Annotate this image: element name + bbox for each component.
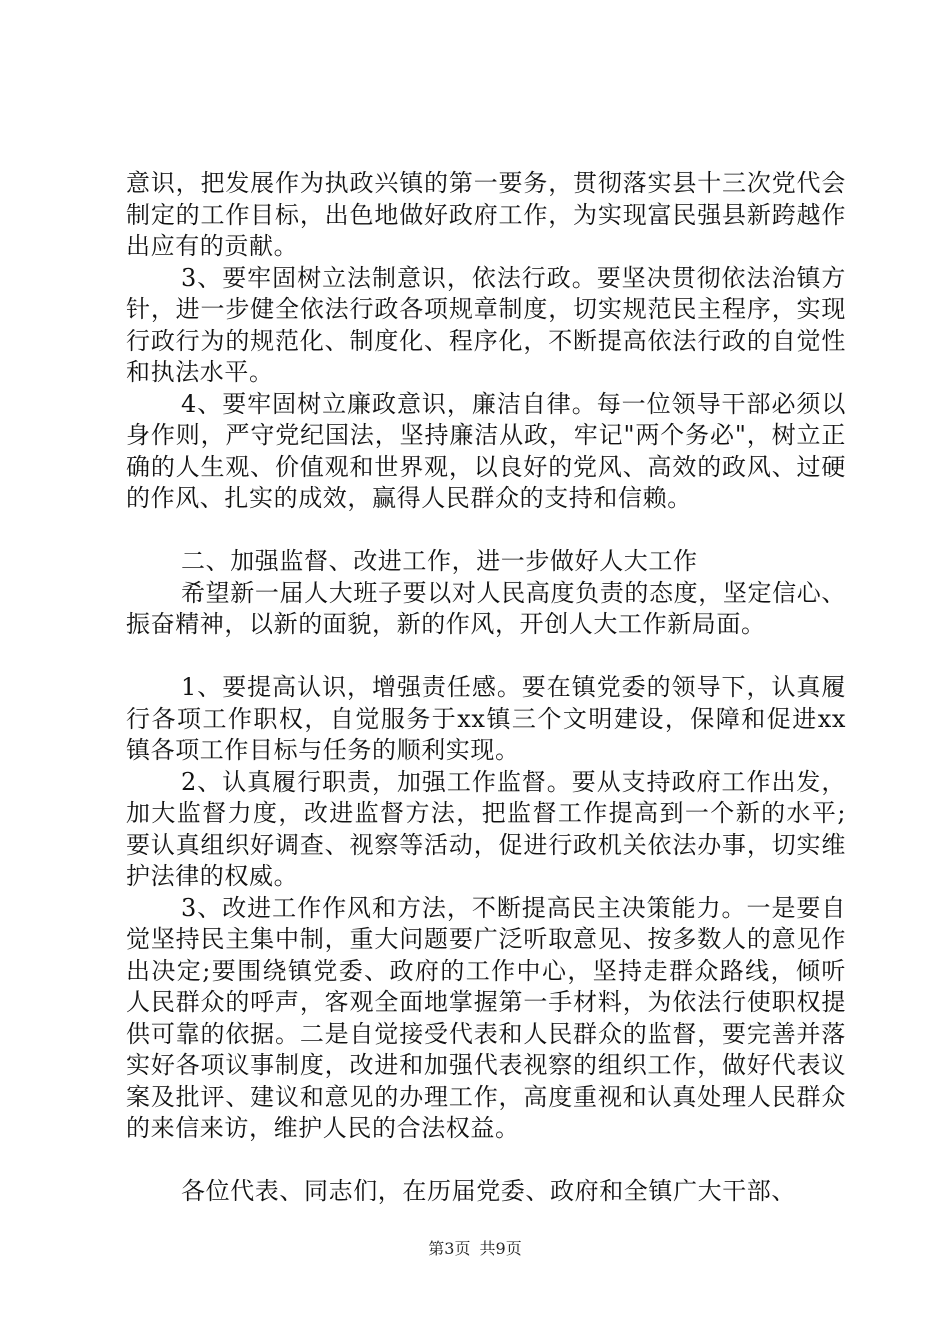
paragraph-item-3-style: 3、改进工作作风和方法，不断提高民主决策能力。一是要自觉坚持民主集中制，重大问题要广泛听取意见、按多数人的意见作出决定;要围绕镇党委、政府的工作中心，坚持走群众路线，倾听人民群众的呼声，客观全面地掌握第一手材料，为依法行使职权提供可靠的依据。二是自觉接受代表和人民群众的监督，要完善并落实好各项议事制度，改进和加强代表视察的组织工作，做好代表议案及批评、建议和意见的办理工作，高度重视和认真处理人民群众的来信来访，维护人民的合法权益。 <box>126 893 846 1142</box>
page-total: 共9页 <box>479 1239 522 1258</box>
page-number: 第3页 <box>428 1239 471 1258</box>
paragraph-closing: 各位代表、同志们，在历届党委、政府和全镇广大干部、 <box>181 1177 796 1205</box>
paragraph-continuation: 意识，把发展作为执政兴镇的第一要务，贯彻落实县十三次党代会制定的工作目标，出色地做好政府工作，为实现富民强县新跨越作出应有的贡献。 <box>126 169 846 260</box>
paragraph-section-2-intro: 希望新一届人大班子要以对人民高度负责的态度，坚定信心、振奋精神，以新的面貌，新的作风，开创人大工作新局面。 <box>126 578 846 638</box>
paragraph-item-1-awareness: 1、要提高认识，增强责任感。要在镇党委的领导下，认真履行各项工作职权，自觉服务于xx镇三个文明建设，保障和促进xx镇各项工作目标与任务的顺利实现。 <box>126 673 846 764</box>
paragraph-item-4-integrity: 4、要牢固树立廉政意识，廉洁自律。每一位领导干部必须以身作则，严守党纪国法，坚持廉洁从政，牢记"两个务必"，树立正确的人生观、价值观和世界观，以良好的党风、高效的政风、过硬的作风、扎实的成效，赢得人民群众的支持和信赖。 <box>126 389 846 512</box>
section-heading-2: 二、加强监督、改进工作，进一步做好人大工作 <box>181 547 698 575</box>
paragraph-item-2-supervision: 2、认真履行职责，加强工作监督。要从支持政府工作出发，加大监督力度，改进监督方法，把监督工作提高到一个新的水平;要认真组织好调查、视察等活动，促进行政机关依法办事，切实维护法律的权威。 <box>126 767 846 890</box>
body-text <box>126 168 846 1208</box>
paragraph-item-3-legal: 3、要牢固树立法制意识，依法行政。要坚决贯彻依法治镇方针，进一步健全依法行政各项规章制度，切实规范民主程序，实现行政行为的规范化、制度化、程序化，不断提高依法行政的自觉性和执法水平。 <box>126 263 846 386</box>
page-footer <box>0 1236 950 1259</box>
